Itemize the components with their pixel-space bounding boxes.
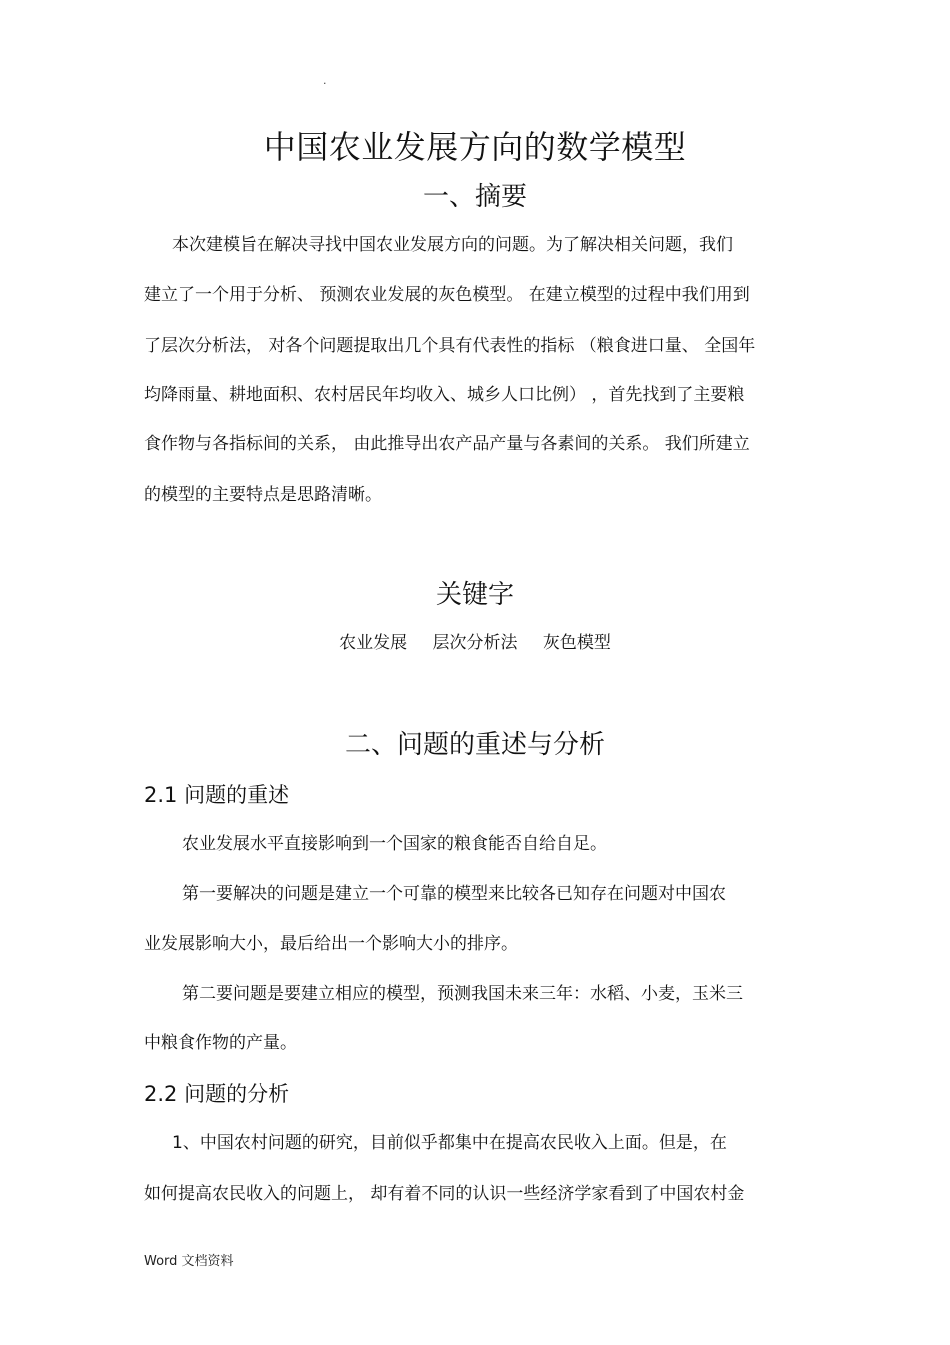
subsection-2-1-heading: 2.1 问题的重述 <box>144 783 290 807</box>
paragraph-line: 农业发展水平直接影响到一个国家的粮食能否自给自足。 <box>182 834 607 854</box>
page-marker: . <box>323 74 327 87</box>
section2-heading: 二、问题的重述与分析 <box>344 730 605 760</box>
document-title: 中国农业发展方向的数学模型 <box>263 128 687 166</box>
abstract-line: 均降雨量、耕地面积、农村居民年均收入、城乡人口比例） ，首先找到了主要粮 <box>144 385 745 405</box>
keywords-heading: 关键字 <box>435 580 514 610</box>
paragraph-line: 1、中国农村问题的研究，目前似乎都集中在提高农民收入上面。但是，在 <box>172 1133 727 1153</box>
keywords-list: 农业发展 层次分析法 灰色模型 <box>339 633 611 653</box>
paragraph-line: 如何提高农民收入的问题上， 却有着不同的认识一些经济学家看到了中国农村金 <box>144 1184 745 1204</box>
abstract-line: 建立了一个用于分析、 预测农业发展的灰色模型。 在建立模型的过程中我们用到 <box>144 285 750 305</box>
subsection-2-2-heading: 2.2 问题的分析 <box>144 1082 290 1106</box>
abstract-heading: 一、摘要 <box>422 182 527 212</box>
paragraph-line: 业发展影响大小，最后给出一个影响大小的排序。 <box>144 934 518 954</box>
page-footer: Word 文档资料 <box>144 1254 234 1269</box>
abstract-line: 本次建模旨在解决寻找中国农业发展方向的问题。为了解决相关问题，我们 <box>172 235 733 255</box>
abstract-line: 了层次分析法， 对各个问题提取出几个具有代表性的指标 （粮食进口量、 全国年 <box>144 336 756 356</box>
abstract-line: 食作物与各指标间的关系， 由此推导出农产品产量与各素间的关系。 我们所建立 <box>144 434 750 454</box>
paragraph-line: 第一要解决的问题是建立一个可靠的模型来比较各已知存在问题对中国农 <box>182 884 726 904</box>
paragraph-line: 中粮食作物的产量。 <box>144 1033 297 1053</box>
paragraph-line: 第二要问题是要建立相应的模型，预测我国未来三年：水稻、小麦，玉米三 <box>182 984 743 1004</box>
abstract-line: 的模型的主要特点是思路清晰。 <box>144 485 382 505</box>
